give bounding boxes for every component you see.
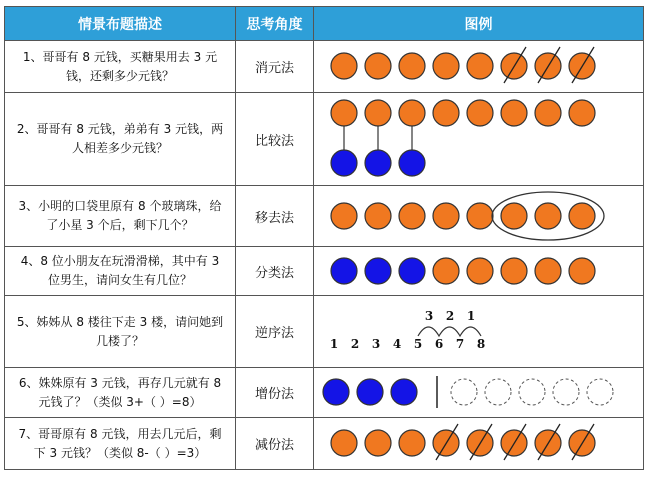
- orange-dots: [331, 100, 595, 126]
- figure-cell: [314, 368, 644, 418]
- header-description: 情景布题描述: [5, 7, 236, 41]
- number-line-bottom: [330, 337, 485, 351]
- number-label: 8: [476, 337, 486, 351]
- step-label: 3: [424, 309, 434, 323]
- number-label: 6: [434, 337, 444, 351]
- orange-dot: [399, 203, 425, 229]
- row-angle: 增份法: [236, 368, 314, 418]
- orange-dot: [365, 100, 391, 126]
- figure-cell: [314, 93, 644, 186]
- blue-dot: [399, 258, 425, 284]
- orange-dot: [331, 430, 357, 456]
- row-description: 6、姝姝原有 3 元钱，再存几元就有 8 元钱了？（类似 3+（ ）=8）: [5, 368, 236, 418]
- row-angle: 减份法: [236, 418, 314, 470]
- orange-dot: [467, 203, 493, 229]
- figure-cell: [314, 41, 644, 93]
- blue-dot: [357, 379, 383, 405]
- dashed-dot: [553, 379, 579, 405]
- dashed-dot: [485, 379, 511, 405]
- orange-dot-removed: [569, 203, 595, 229]
- orange-dots: [331, 53, 595, 79]
- blue-dot: [323, 379, 349, 405]
- row-description: 7、哥哥原有 8 元钱，用去几元后，剩下 3 元钱？（类似 8-（ ）=3）: [5, 418, 236, 470]
- row-angle: 消元法: [236, 41, 314, 93]
- number-label: 1: [329, 337, 339, 351]
- elimination-figure: [314, 41, 643, 92]
- comparison-figure: [314, 93, 643, 185]
- dashed-dot: [587, 379, 613, 405]
- orange-dot: [365, 430, 391, 456]
- orange-dots: [433, 258, 595, 284]
- figure-cell: [314, 296, 644, 368]
- orange-dot: [501, 100, 527, 126]
- strategy-table: [4, 6, 644, 470]
- figure-cell: [314, 186, 644, 247]
- figure-cell: [314, 418, 644, 470]
- orange-dot: [331, 100, 357, 126]
- orange-dot: [433, 203, 459, 229]
- number-label: 7: [455, 337, 465, 351]
- orange-dot: [331, 53, 357, 79]
- row-description: 4、8 位小朋友在玩滑滑梯，其中有 3 位男生，请问女生有几位？: [5, 247, 236, 296]
- blue-dot: [399, 150, 425, 176]
- orange-dot: [569, 100, 595, 126]
- blue-dot: [331, 150, 357, 176]
- table-row: [5, 186, 644, 247]
- orange-dot: [433, 53, 459, 79]
- orange-dot: [467, 53, 493, 79]
- jump-arcs: [418, 327, 481, 336]
- orange-dot: [365, 203, 391, 229]
- figure-cell: [314, 247, 644, 296]
- number-label: 5: [413, 337, 423, 351]
- orange-dots: [331, 430, 595, 456]
- row-angle: 移去法: [236, 186, 314, 247]
- row-angle: 分类法: [236, 247, 314, 296]
- orange-dot: [433, 258, 459, 284]
- orange-dot-removed: [501, 203, 527, 229]
- header-angle: 思考角度: [236, 7, 314, 41]
- orange-dot: [501, 258, 527, 284]
- table-row: [5, 93, 644, 186]
- blue-dot: [365, 258, 391, 284]
- number-label: 3: [371, 337, 381, 351]
- subtraction-figure: [314, 418, 643, 469]
- table-row: [5, 41, 644, 93]
- number-line-top: [425, 309, 475, 323]
- row-angle: 比较法: [236, 93, 314, 186]
- orange-dot: [569, 258, 595, 284]
- orange-dot: [399, 53, 425, 79]
- orange-dots: [331, 203, 595, 229]
- table-row: [5, 247, 644, 296]
- blue-dot: [365, 150, 391, 176]
- orange-dot-removed: [535, 203, 561, 229]
- row-description: 5、姊姊从 8 楼往下走 3 楼，请问她到几楼了？: [5, 296, 236, 368]
- dashed-dot: [519, 379, 545, 405]
- blue-dots: [323, 379, 417, 405]
- number-label: 4: [392, 337, 402, 351]
- table-row: [5, 368, 644, 418]
- step-label: 2: [445, 309, 455, 323]
- blue-dot: [331, 258, 357, 284]
- orange-dot: [467, 100, 493, 126]
- orange-dot: [467, 258, 493, 284]
- row-angle: 逆序法: [236, 296, 314, 368]
- dashed-dot: [451, 379, 477, 405]
- step-label: 1: [466, 309, 476, 323]
- orange-dot: [331, 203, 357, 229]
- dashed-dots: [451, 379, 613, 405]
- blue-dots: [331, 150, 425, 176]
- blue-dot: [391, 379, 417, 405]
- orange-dot: [399, 430, 425, 456]
- orange-dot: [433, 100, 459, 126]
- number-label: 2: [350, 337, 360, 351]
- addition-figure: [314, 368, 643, 417]
- removal-figure: [314, 186, 643, 246]
- orange-dot: [535, 100, 561, 126]
- orange-dot: [535, 258, 561, 284]
- reverse-order-figure: [314, 296, 643, 367]
- header-row: [5, 7, 644, 41]
- blue-dots: [331, 258, 425, 284]
- row-description: 2、哥哥有 8 元钱，弟弟有 3 元钱，两人相差多少元钱？: [5, 93, 236, 186]
- classification-figure: [314, 247, 643, 295]
- row-description: 3、小明的口袋里原有 8 个玻璃珠，给了小星 3 个后，剩下几个？: [5, 186, 236, 247]
- orange-dot: [399, 100, 425, 126]
- header-figure: 图例: [314, 7, 644, 41]
- table-row: [5, 418, 644, 470]
- table-row: [5, 296, 644, 368]
- row-description: 1、哥哥有 8 元钱，买糖果用去 3 元钱，还剩多少元钱？: [5, 41, 236, 93]
- orange-dot: [365, 53, 391, 79]
